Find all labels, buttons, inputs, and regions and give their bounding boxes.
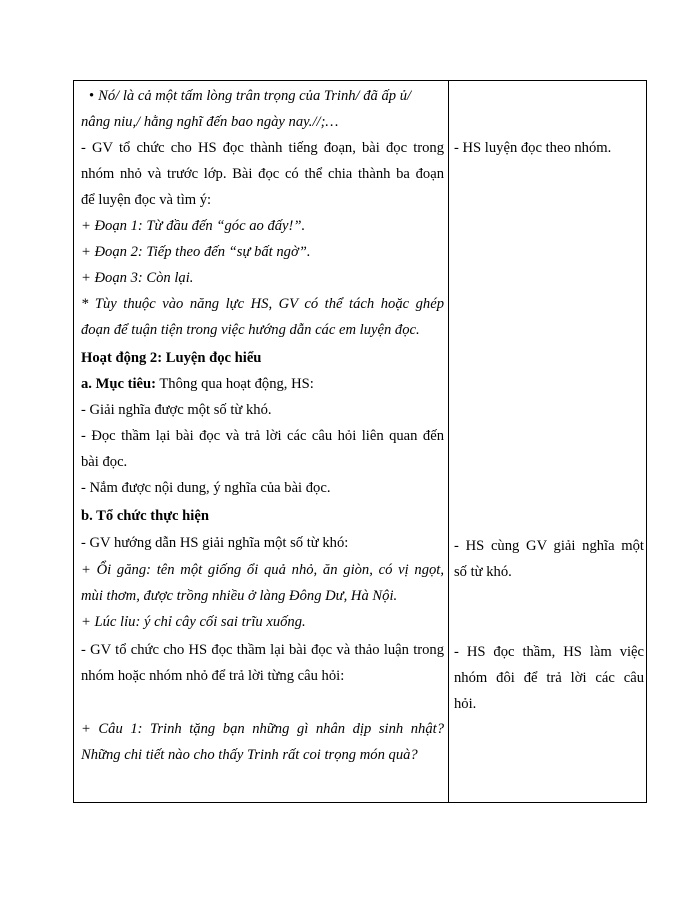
silent-response-line-1: - HS đọc thầm, HS làm việc (454, 644, 644, 660)
note-line-2: đoạn để tuận tiện trong việc hướng dẫn các em luyện đọc. (81, 322, 420, 338)
question-1-line-1: + Câu 1: Trinh tặng bạn những gì nhân dịp sinh nhật? (81, 721, 444, 737)
organize-reading-line-3: để luyện đọc và tìm ý: (81, 192, 212, 208)
vocab-item-1a: + Ổi găng: tên một giống ổi quả nhỏ, ăn giòn, có vị ngọt, (81, 562, 444, 578)
segment-3: + Đoạn 3: Còn lại. (81, 270, 194, 286)
lesson-plan-table (73, 80, 647, 803)
organize-reading-line-1: - GV tổ chức cho HS đọc thành tiếng đoạn, bài đọc trong (81, 140, 444, 156)
vocab-intro: - GV hướng dẫn HS giải nghĩa một số từ khó: (81, 535, 349, 551)
group-reading-response: - HS luyện đọc theo nhóm. (454, 140, 612, 156)
silent-reading-line-1: - GV tổ chức cho HS đọc thầm lại bài đọc và thảo luận trong (81, 642, 444, 658)
objective-item-1: - Giải nghĩa được một số từ khó. (81, 402, 272, 418)
column-divider (448, 81, 449, 802)
objective-text: Thông qua hoạt động, HS: (155, 376, 314, 392)
silent-response-line-3: hỏi. (454, 696, 477, 712)
implementation-heading: b. Tổ chức thực hiện (81, 508, 209, 524)
bullet-reading-line-1: • Nó/ là cả một tấm lòng trân trọng của Trinh/ đã ấp ủ/ (89, 88, 412, 104)
silent-reading-line-2: nhóm hoặc nhóm nhỏ để trả lời từng câu hỏi: (81, 668, 345, 684)
objective-item-3: - Nắm được nội dung, ý nghĩa của bài đọc. (81, 480, 331, 496)
vocab-item-1b: mùi thơm, được trồng nhiều ở làng Đông Dư, Hà Nội. (81, 588, 398, 604)
activity-2-heading: Hoạt động 2: Luyện đọc hiểu (81, 350, 262, 366)
vocab-response-line-2: số từ khó. (454, 564, 512, 580)
organize-reading-line-2: nhóm nhỏ và trước lớp. Bài đọc có thể chia thành ba đoạn (81, 166, 444, 182)
note-line-1: * Tùy thuộc vào năng lực HS, GV có thể tách hoặc ghép (81, 296, 444, 312)
question-1-line-2: Những chi tiết nào cho thấy Trinh rất coi trọng món quà? (81, 747, 418, 763)
silent-response-line-2: nhóm đôi để trả lời các câu (454, 670, 644, 686)
objective-item-2a: - Đọc thầm lại bài đọc và trả lời các câu hỏi liên quan đến (81, 428, 444, 444)
objective-item-2b: bài đọc. (81, 454, 128, 470)
objective-label: a. Mục tiêu: (81, 376, 156, 392)
bullet-dot: • (89, 88, 95, 104)
segment-2: + Đoạn 2: Tiếp theo đến “sự bất ngờ”. (81, 244, 311, 260)
vocab-response-line-1: - HS cùng GV giải nghĩa một (454, 538, 644, 554)
vocab-item-2: + Lúc lỉu: ý chỉ cây cối sai trĩu xuống. (81, 614, 306, 630)
segment-1: + Đoạn 1: Từ đầu đến “góc ao đấy!”. (81, 218, 306, 234)
bullet-reading-line-2: nâng niu,/ hằng nghĩ đến bao ngày nay.//;… (81, 114, 339, 130)
objective-line (81, 375, 444, 393)
